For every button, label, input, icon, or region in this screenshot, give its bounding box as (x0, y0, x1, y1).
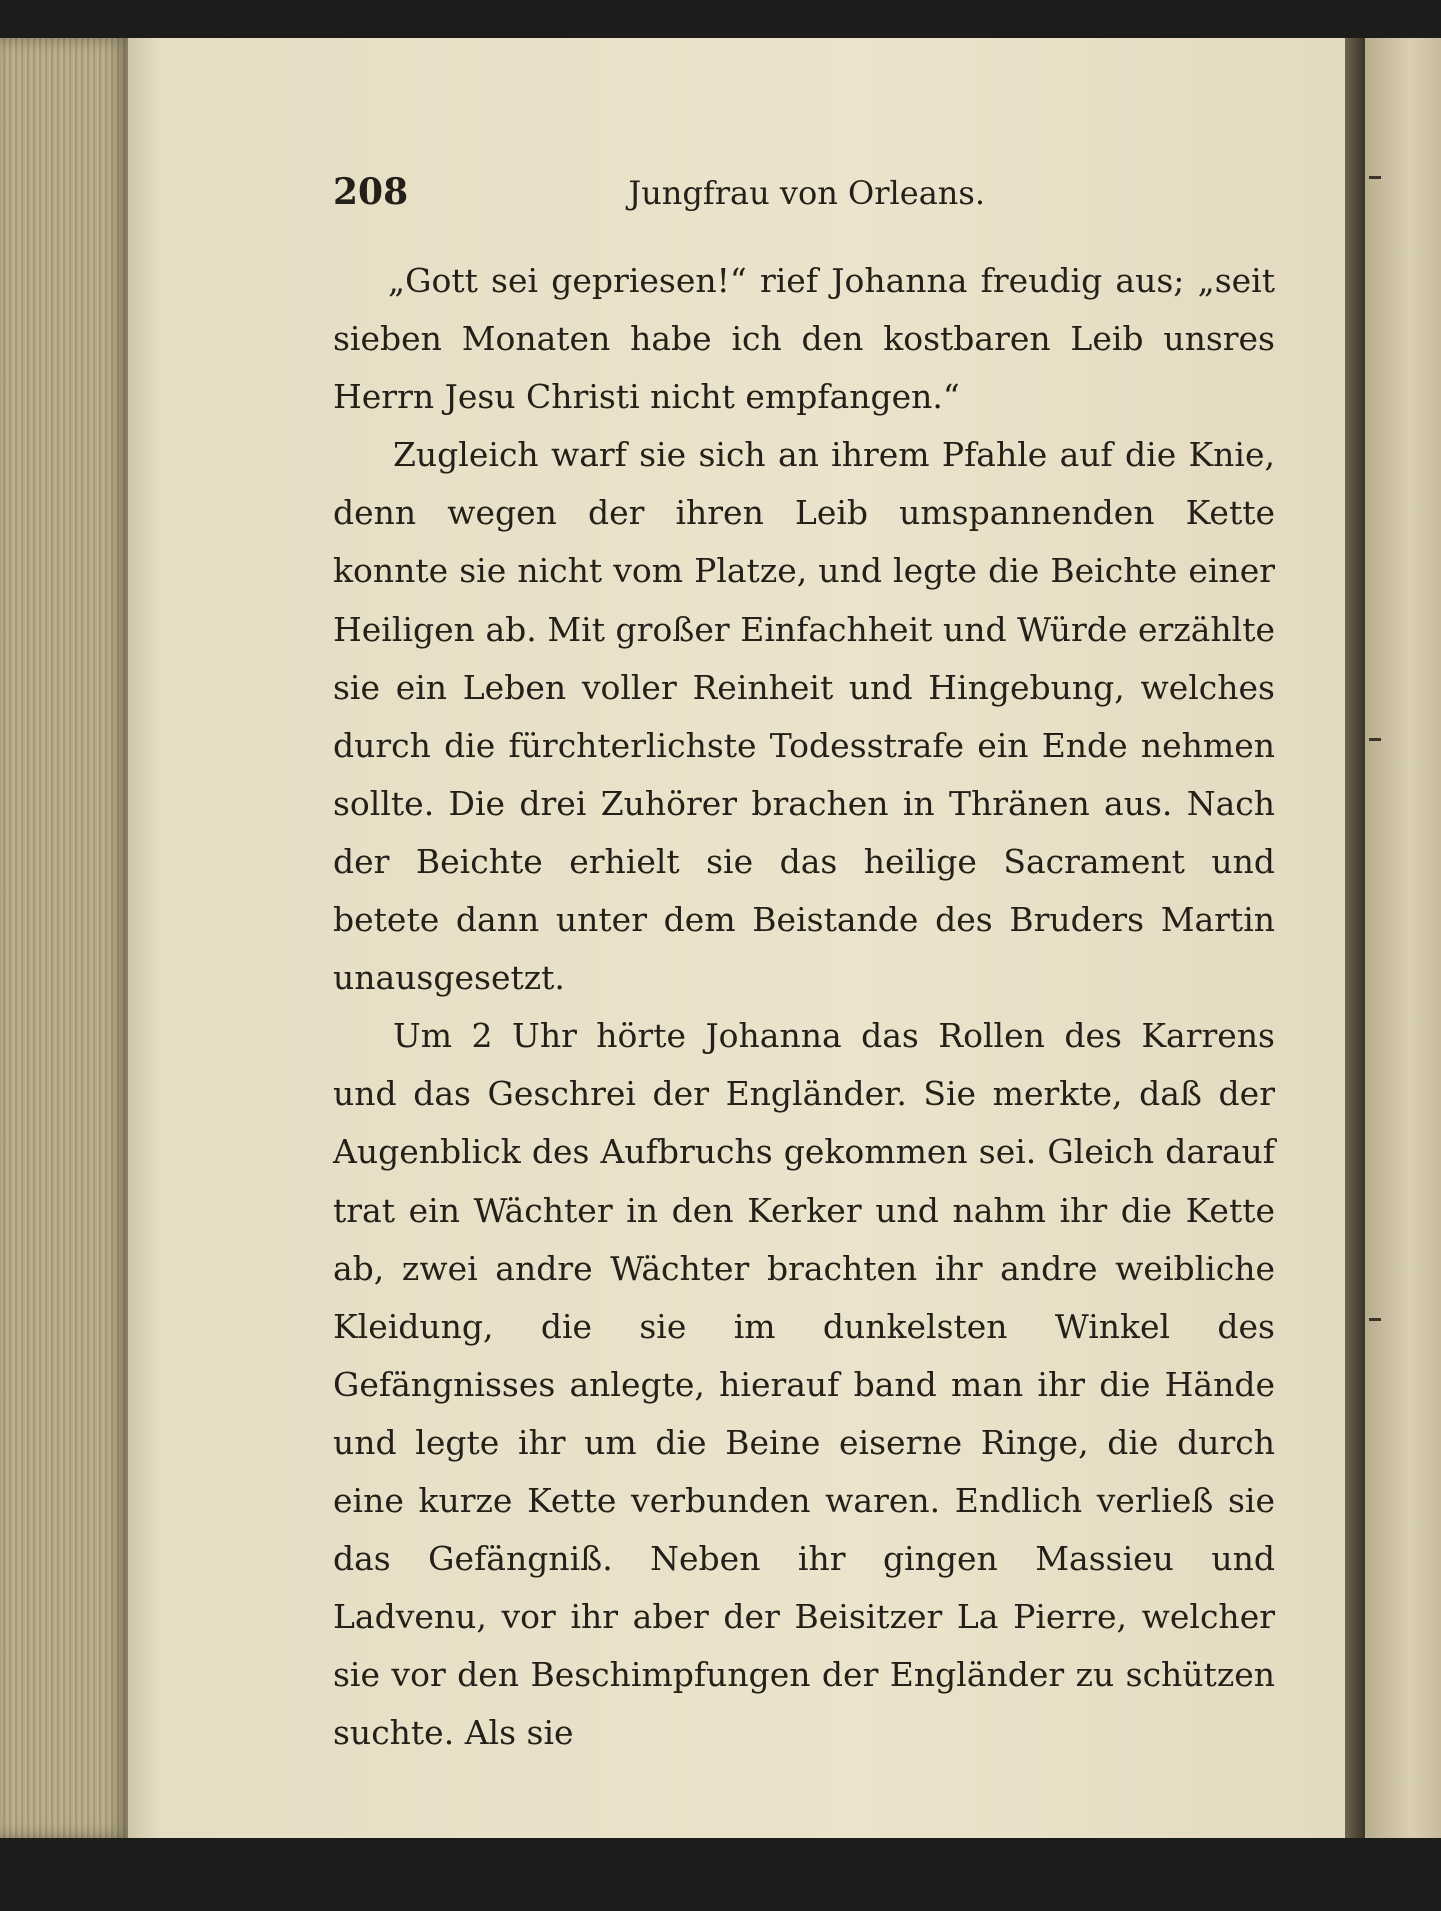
book-gutter (1345, 38, 1365, 1838)
edge-mark (1369, 738, 1381, 741)
page-stack-edge (0, 38, 128, 1838)
edge-mark (1369, 1318, 1381, 1321)
paragraph: „Gott sei gepriesen!“ rief Johanna freudig aus; „seit sieben Monaten habe ich den kostbaren Leib unsres Herrn Jesu Christi nicht empfangen.“ (333, 261, 1275, 417)
adjacent-page-edge (1365, 38, 1441, 1838)
page-number: 208 (333, 171, 409, 213)
open-book (0, 38, 1441, 1838)
running-title: Jungfrau von Orleans. (628, 174, 985, 212)
page-header (333, 171, 985, 211)
paragraph: Um 2 Uhr hörte Johanna das Rollen des Karrens und das Geschrei der Engländer. Sie merkte, daß der Augenblick des Aufbruchs gekommen sei. Gleich darauf trat ein Wächter in den Kerker und nahm ihr die Kette ab, zwei andre Wächter brachten ihr andre weibliche Kleidung, die sie im dunkelsten Winkel des Gefängnisses anlegte, hierauf band man ihr die Hände und legte ihr um die Beine eiserne Ringe, die durch eine kurze Kette verbunden waren. Endlich verließ sie das Gefängniß. Neben ihr gingen Massieu und Ladvenu, vor ihr aber der Beisitzer La Pierre, welcher sie vor den Beschimpfungen der Engländer zu schützen suchte. Als sie (333, 1016, 1275, 1753)
paragraph: Zugleich warf sie sich an ihrem Pfahle auf die Knie, denn wegen der ihren Leib umspannenden Kette konnte sie nicht vom Platze, und legte die Beichte einer Heiligen ab. Mit großer Einfachheit und Würde erzählte sie ein Leben voller Reinheit und Hingebung, welches durch die fürchterlichste Todesstrafe ein Ende nehmen sollte. Die drei Zuhörer brachen in Thränen aus. Nach der Beichte erhielt sie das heilige Sacrament und betete dann unter dem Beistande des Bruders Martin unausgesetzt. (333, 435, 1275, 998)
page-text (333, 252, 1275, 1762)
edge-mark (1369, 176, 1381, 179)
